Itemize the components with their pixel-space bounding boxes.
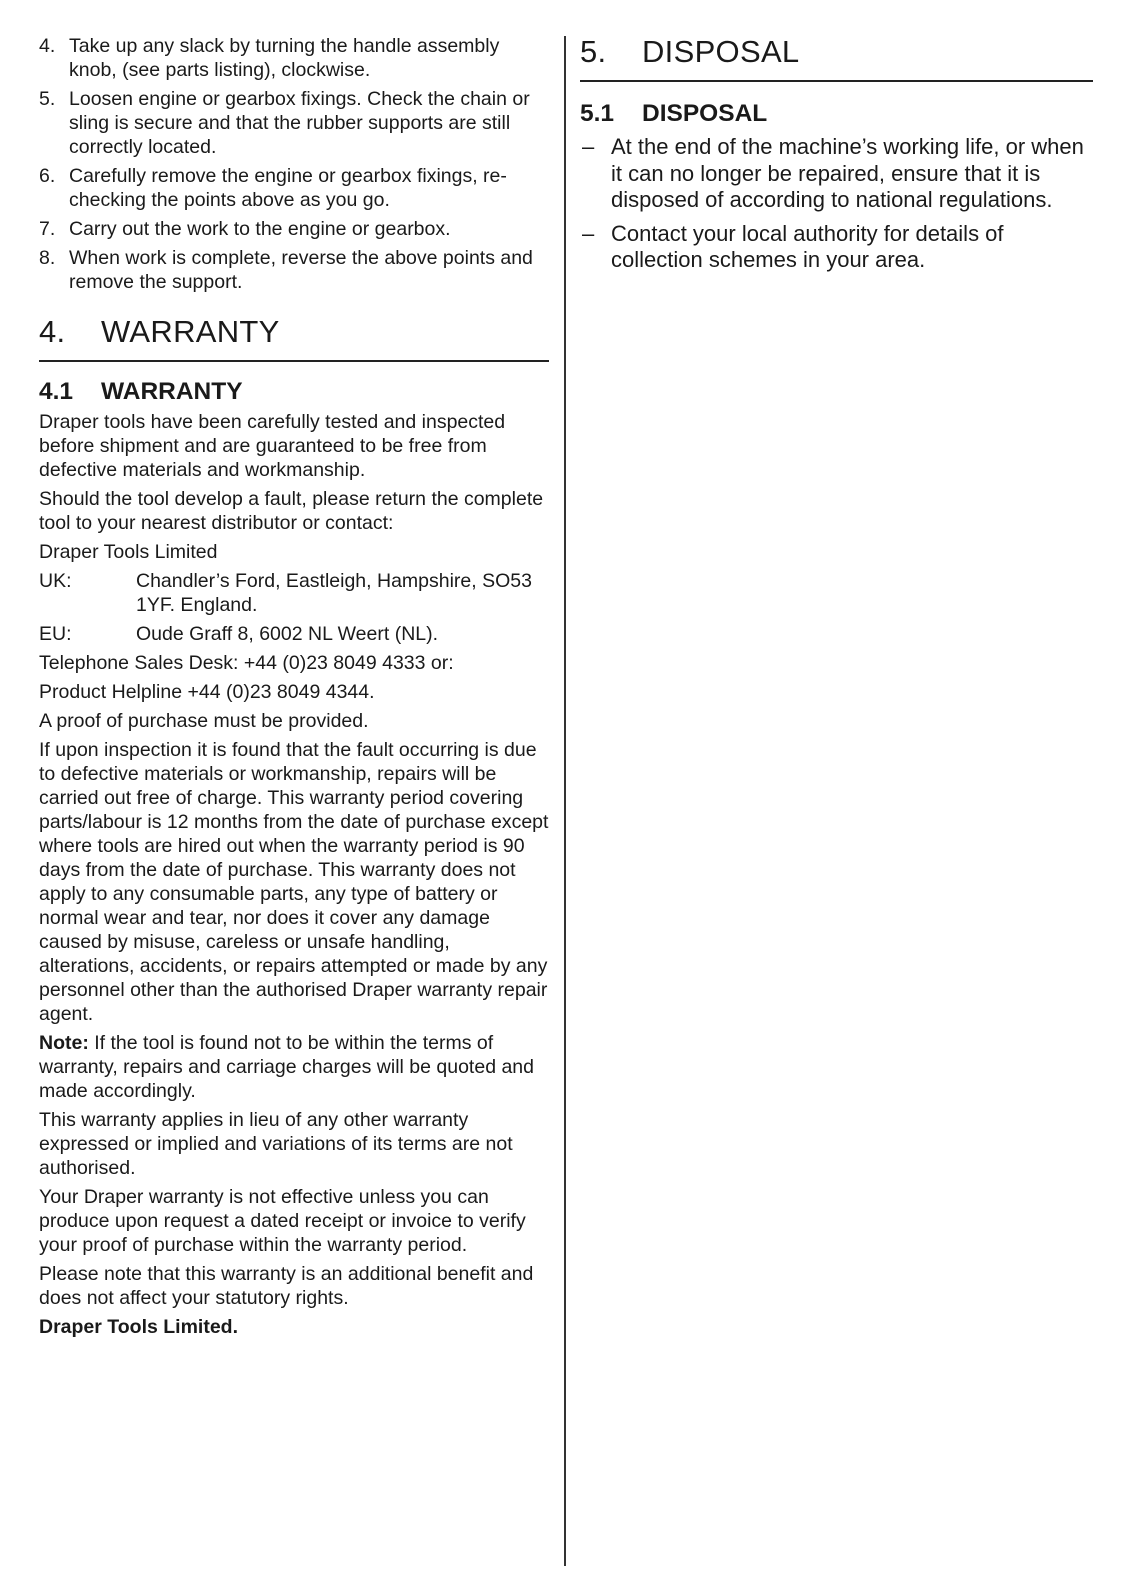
disposal-list bbox=[580, 134, 1093, 274]
note-label: Note: bbox=[39, 1032, 89, 1054]
subsection-number: 4.1 bbox=[39, 378, 74, 405]
subsection-heading-disposal bbox=[580, 100, 1093, 128]
lieu-paragraph: This warranty applies in lieu of any other warranty expressed or implied and variations of its terms are not authorised. bbox=[39, 1109, 513, 1179]
section-title: WARRANTY bbox=[101, 314, 280, 349]
dash-bullet: – bbox=[582, 134, 595, 159]
receipt-paragraph: Your Draper warranty is not effective unless you can produce upon request a dated receipt or invoice to verify your proof of purchase within the warranty period. bbox=[39, 1186, 526, 1256]
step-text: Carry out the work to the engine or gearbox. bbox=[69, 218, 451, 240]
eu-address bbox=[39, 622, 549, 646]
right-column bbox=[580, 34, 1093, 281]
section-title: DISPOSAL bbox=[642, 34, 800, 69]
proof-of-purchase: A proof of purchase must be provided. bbox=[39, 710, 369, 732]
procedure-steps bbox=[39, 34, 549, 294]
step-number: 7. bbox=[39, 218, 56, 240]
signoff: Draper Tools Limited. bbox=[39, 1316, 238, 1338]
list-item bbox=[39, 34, 549, 82]
eu-address-text: Oude Graff 8, 6002 NL Weert (NL). bbox=[136, 623, 439, 645]
note-paragraph bbox=[39, 1031, 549, 1103]
product-helpline: Product Helpline +44 (0)23 8049 4344. bbox=[39, 681, 375, 703]
list-item bbox=[39, 164, 549, 212]
left-column bbox=[39, 34, 549, 1344]
eu-label: EU: bbox=[39, 623, 72, 645]
step-number: 8. bbox=[39, 247, 56, 269]
list-item bbox=[39, 217, 549, 241]
column-divider bbox=[564, 36, 566, 1566]
subsection-number: 5.1 bbox=[580, 100, 615, 127]
subsection-heading-warranty bbox=[39, 378, 549, 406]
step-number: 5. bbox=[39, 88, 56, 110]
subsection-title: DISPOSAL bbox=[642, 100, 768, 127]
warranty-guarantee-paragraph: Draper tools have been carefully tested and inspected before shipment and are guaranteed to be free from defective materials and workmanship. bbox=[39, 411, 506, 481]
step-text: Take up any slack by turning the handle assembly knob, (see parts listing), clockwise. bbox=[69, 35, 500, 81]
uk-address bbox=[39, 569, 549, 617]
step-text: Loosen engine or gearbox fixings. Check the chain or sling is secure and that the rubber supports are still correctly located. bbox=[69, 88, 530, 158]
telephone-sales: Telephone Sales Desk: +44 (0)23 8049 4333 or: bbox=[39, 652, 454, 674]
item-text: At the end of the machine’s working life, or when it can no longer be repaired, ensure that it is disposed of according to national regulations. bbox=[611, 134, 1084, 212]
note-text: If the tool is found not to be within the terms of warranty, repairs and carriage charges will be quoted and made accordingly. bbox=[39, 1032, 534, 1102]
item-text: Contact your local authority for details of collection schemes in your area. bbox=[611, 220, 1004, 272]
list-item bbox=[39, 246, 549, 294]
section-number: 4. bbox=[39, 314, 66, 349]
list-item bbox=[580, 134, 1093, 214]
subsection-title: WARRANTY bbox=[101, 378, 243, 405]
section-rule bbox=[39, 360, 549, 362]
step-text: When work is complete, reverse the above points and remove the support. bbox=[69, 247, 533, 293]
section-heading-disposal bbox=[580, 34, 1093, 70]
section-number: 5. bbox=[580, 34, 607, 69]
list-item bbox=[580, 221, 1093, 274]
step-text: Carefully remove the engine or gearbox fixings, re-checking the points above as you go. bbox=[69, 165, 507, 211]
company-name: Draper Tools Limited bbox=[39, 541, 218, 563]
dash-bullet: – bbox=[582, 220, 595, 246]
step-number: 4. bbox=[39, 35, 56, 57]
uk-address-text: Chandler’s Ford, Eastleigh, Hampshire, SO53 1YF. England. bbox=[136, 570, 532, 616]
section-heading-warranty bbox=[39, 314, 549, 350]
list-item bbox=[39, 87, 549, 159]
inspection-paragraph: If upon inspection it is found that the fault occurring is due to defective materials or workmanship, repairs will be carried out free of charge. This warranty period covering parts/labour is 12 months from the date of purchase except where tools are hired out when the warranty period is 90 days from the date of purchase. This warranty does not apply to any consumable parts, any type of battery or normal wear and tear, nor does it cover any damage caused by misuse, careless or unsafe handling, alterations, accidents, or repairs attempted or made by any personnel other than the authorised Draper warranty repair agent. bbox=[39, 739, 549, 1025]
step-number: 6. bbox=[39, 165, 56, 187]
uk-label: UK: bbox=[39, 570, 72, 592]
section-rule bbox=[580, 80, 1093, 82]
fault-return-paragraph: Should the tool develop a fault, please return the complete tool to your nearest distributor or contact: bbox=[39, 488, 544, 534]
statutory-rights-paragraph: Please note that this warranty is an additional benefit and does not affect your statutory rights. bbox=[39, 1263, 534, 1309]
